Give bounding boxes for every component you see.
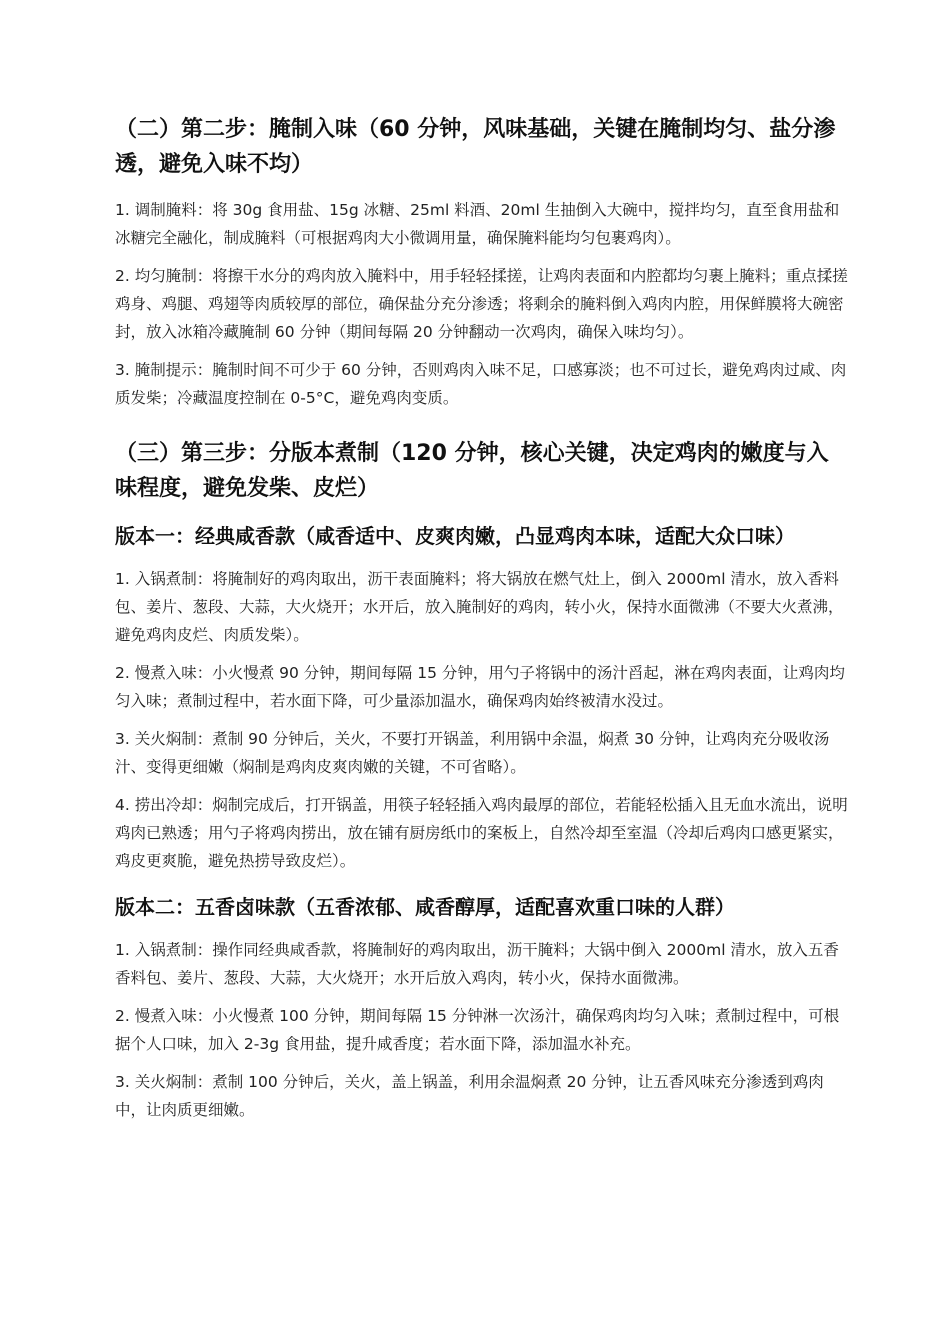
subheading-version1: 版本一：经典咸香款（咸香适中、皮爽肉嫩，凸显鸡肉本味，适配大众口味） <box>115 524 795 548</box>
paragraph-step2-3: 3. 腌制提示：腌制时间不可少于 60 分钟，否则鸡肉入味不足，口感寡淡；也不可过长，避免鸡肉过咸、肉质发柴；冷藏温度控制在 0-5°C，避免鸡肉变质。 <box>115 361 847 407</box>
paragraph-step2-2: 2. 均匀腌制：将擦干水分的鸡肉放入腌料中，用手轻轻揉搓，让鸡肉表面和内腔都均匀裹上腌料；重点揉搓鸡身、鸡腿、鸡翅等肉质较厚的部位，确保盐分充分渗透；将剩余的腌料倒入鸡肉内腔，用保鲜膜将大碗密封，放入冰箱冷藏腌制 60 分钟（期间每隔 20 分钟翻动一次鸡肉，确保入味均匀）。 <box>115 267 848 341</box>
paragraph-v1-2: 2. 慢煮入味：小火慢煮 90 分钟，期间每隔 15 分钟，用勺子将锅中的汤汁舀起，淋在鸡肉表面，让鸡肉均匀入味；煮制过程中，若水面下降，可少量添加温水，确保鸡肉始终被清水没过。 <box>115 664 845 710</box>
paragraph-v2-1: 1. 入锅煮制：操作同经典咸香款，将腌制好的鸡肉取出，沥干腌料；大锅中倒入 2000ml 清水，放入五香香料包、姜片、葱段、大蒜，大火烧开；水开后放入鸡肉，转小火，保持水面微沸。 <box>115 941 839 987</box>
paragraph-v2-2: 2. 慢煮入味：小火慢煮 100 分钟，期间每隔 15 分钟淋一次汤汁，确保鸡肉均匀入味；煮制过程中，可根据个人口味，加入 2-3g 食用盐，提升咸香度；若水面下降，添加温水补充。 <box>115 1007 840 1053</box>
section-heading-step3: （三）第三步：分版本煮制（120 分钟，核心关键，决定鸡肉的嫩度与入味程度，避免发柴、皮烂） <box>115 441 829 501</box>
paragraph-v1-1: 1. 入锅煮制：将腌制好的鸡肉取出，沥干表面腌料；将大锅放在燃气灶上，倒入 2000ml 清水，放入香料包、姜片、葱段、大蒜，大火烧开；水开后，放入腌制好的鸡肉，转小火，保持水面微沸（不要大火煮沸，避免鸡肉皮烂、肉质发柴）。 <box>115 570 844 644</box>
spacer <box>115 422 850 436</box>
paragraph-step2-1: 1. 调制腌料：将 30g 食用盐、15g 冰糖、25ml 料酒、20ml 生抽倒入大碗中，搅拌均匀，直至食用盐和冰糖完全融化，制成腌料（可根据鸡肉大小微调用量，确保腌料能均匀包裹鸡肉）。 <box>115 201 840 247</box>
paragraph-v2-3: 3. 关火焖制：煮制 100 分钟后，关火，盖上锅盖，利用余温焖煮 20 分钟，让五香风味充分渗透到鸡肉中，让肉质更细嫩。 <box>115 1073 824 1119</box>
paragraph-v1-3: 3. 关火焖制：煮制 90 分钟后，关火，不要打开锅盖，利用锅中余温，焖煮 30 分钟，让鸡肉充分吸收汤汁、变得更细嫩（焖制是鸡肉皮爽肉嫩的关键，不可省略）。 <box>115 730 830 776</box>
subheading-version2: 版本二：五香卤味款（五香浓郁、咸香醇厚，适配喜欢重口味的人群） <box>115 895 735 919</box>
paragraph-v1-4: 4. 捞出冷却：焖制完成后，打开锅盖，用筷子轻轻插入鸡肉最厚的部位，若能轻松插入且无血水流出，说明鸡肉已熟透；用勺子将鸡肉捞出，放在铺有厨房纸巾的案板上，自然冷却至室温（冷却后鸡肉口感更紧实，鸡皮更爽脆，避免热捞导致皮烂）。 <box>115 796 848 870</box>
section-heading-step2: （二）第二步：腌制入味（60 分钟，风味基础，关键在腌制均匀、盐分渗透，避免入味不均） <box>115 117 836 177</box>
